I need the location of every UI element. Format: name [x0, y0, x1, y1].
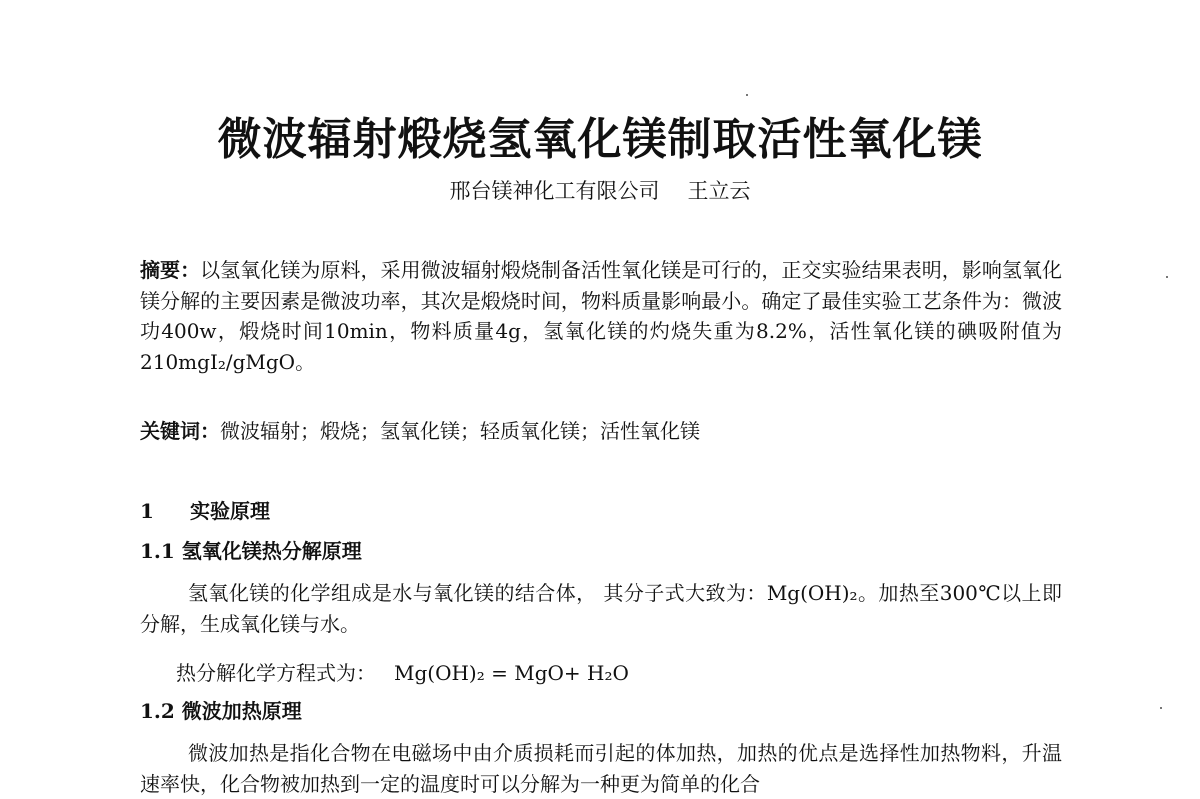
paper-title: 微波辐射煅烧氢氧化镁制取活性氧化镁 [217, 114, 983, 165]
abstract-label: 摘要： [140, 258, 201, 282]
section-number: 1 [140, 499, 154, 523]
equation-line [176, 658, 629, 688]
affiliation: 邢台镁神化工有限公司 [449, 179, 660, 203]
paragraph-decomposition: 氢氧化镁的化学组成是水与氧化镁的结合体， 其分子式大致为：Mg(OH)₂。加热至300℃以上即分解，生成氧化镁与水。 [140, 581, 1062, 636]
scan-speck [1166, 276, 1168, 278]
subsection-heading-1-2: 1.2 微波加热原理 [140, 699, 302, 723]
keywords-text: 微波辐射；煅烧；氢氧化镁；轻质氧化镁；活性氧化镁 [220, 419, 700, 443]
equation-label: 热分解化学方程式为： [176, 661, 376, 685]
keywords-label: 关键词： [140, 419, 220, 443]
keywords [140, 416, 1062, 447]
abstract [140, 255, 1062, 377]
author: 王立云 [687, 179, 751, 203]
section-heading-1 [140, 496, 270, 526]
scan-speck [746, 94, 748, 96]
scan-speck [1160, 707, 1162, 709]
subsection-heading-1-1: 1.1 氢氧化镁热分解原理 [140, 539, 362, 563]
byline [0, 176, 1200, 206]
chemical-equation: Mg(OH)₂ = MgO+ H₂O [394, 661, 629, 685]
section-title: 实验原理 [190, 499, 270, 523]
paragraph-microwave: 微波加热是指化合物在电磁场中由介质损耗而引起的体加热，加热的优点是选择性加热物料，升温速率快，化合物被加热到一定的温度时可以分解为一种更为简单的化合 [140, 741, 1062, 796]
abstract-text: 以氢氧化镁为原料，采用微波辐射煅烧制备活性氧化镁是可行的，正交实验结果表明，影响氢氧化镁分解的主要因素是微波功率，其次是煅烧时间，物料质量影响最小。确定了最佳实验工艺条件为：微波功400w，煅烧时间10min，物料质量4g，氢氧化镁的灼烧失重为8.2%，活性氧化镁的碘吸附值为210mgI₂/gMgO。 [140, 258, 1063, 374]
